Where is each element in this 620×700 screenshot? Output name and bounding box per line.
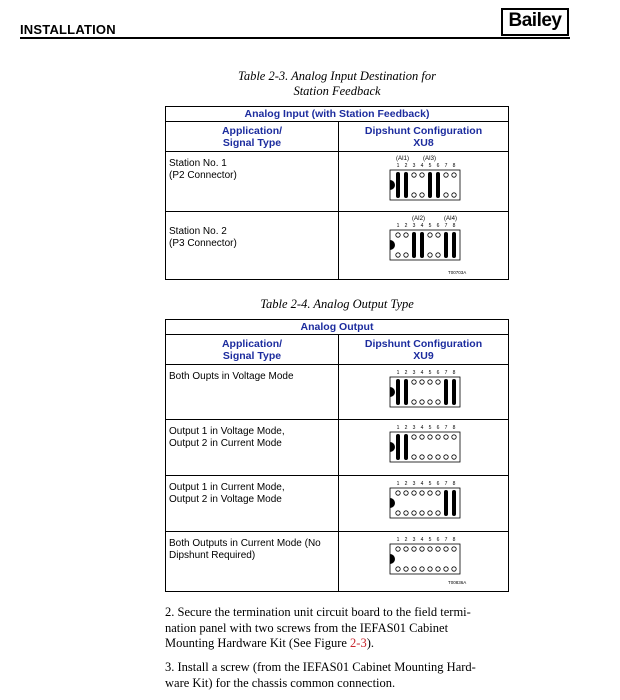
paragraph-line: ware Kit) for the chassis common connection. <box>165 675 396 690</box>
pin-number: 7 <box>444 223 447 229</box>
table-row <box>166 420 509 476</box>
pin-number: 2 <box>404 481 407 487</box>
dipshunt-diagram <box>374 532 474 590</box>
table-row <box>166 212 509 280</box>
header-line: Application/ <box>221 125 283 137</box>
pin-number: 3 <box>412 481 415 487</box>
shunt-bar <box>428 172 432 198</box>
dipshunt-diagram-cell <box>339 532 509 592</box>
pin-number: 6 <box>436 425 439 431</box>
shunt-bar <box>396 172 400 198</box>
paragraph-line: nation panel with two screws from the IEFAS01 Cabinet <box>165 620 449 635</box>
pin-number: 3 <box>412 370 415 376</box>
socket-outline <box>390 377 460 407</box>
header-line: Dipshunt Configuration <box>364 125 483 137</box>
pin-number: 1 <box>396 537 399 543</box>
shunt-bar <box>444 490 448 516</box>
row-line: Output 2 in Voltage Mode <box>169 494 282 505</box>
pin-number: 7 <box>444 537 447 543</box>
paragraph-text: Mounting Hardware Kit (See Figure <box>165 636 351 650</box>
table-title: Analog Input (with Station Feedback) <box>166 107 509 122</box>
dipshunt-diagram-cell <box>339 152 509 212</box>
table-2-4 <box>165 319 509 592</box>
pin-number: 7 <box>444 163 447 169</box>
pin-number: 7 <box>444 370 447 376</box>
pin-number: 4 <box>420 537 423 543</box>
socket-notch <box>390 180 395 190</box>
shunt-bar <box>396 379 400 405</box>
pin-number: 5 <box>428 481 431 487</box>
row-line: Output 1 in Voltage Mode, <box>169 426 285 437</box>
column-header-dipshunt <box>339 122 509 152</box>
shunt-bar <box>412 232 416 258</box>
table-row <box>166 476 509 532</box>
pin-number: 5 <box>428 537 431 543</box>
row-application <box>166 476 339 532</box>
table-2-3 <box>165 106 509 280</box>
pin-number: 8 <box>452 481 455 487</box>
header-line: Signal Type <box>222 137 282 149</box>
pin-number: 6 <box>436 481 439 487</box>
pin-number: 6 <box>436 163 439 169</box>
channel-label: (AI2) <box>411 216 425 222</box>
header-line: Dipshunt Configuration <box>364 338 483 350</box>
bailey-logo: Bailey <box>501 8 569 36</box>
dipshunt-diagram <box>374 420 474 472</box>
channel-label: (AI4) <box>443 216 457 222</box>
shunt-bar <box>436 172 440 198</box>
pin-number: 2 <box>404 223 407 229</box>
dipshunt-diagram <box>374 365 474 417</box>
shunt-bar <box>452 232 456 258</box>
socket-outline <box>390 170 460 200</box>
paragraph-text: ). <box>366 636 374 650</box>
pin-number: 7 <box>444 481 447 487</box>
shunt-bar <box>452 490 456 516</box>
row-line: Both Oupts in Voltage Mode <box>169 371 294 382</box>
header-line: XU8 <box>413 137 434 149</box>
dipshunt-diagram <box>374 152 474 208</box>
pin-number: 1 <box>396 163 399 169</box>
socket-notch <box>390 240 395 250</box>
channel-label: (AI1) <box>395 156 409 162</box>
pin-number: 3 <box>412 163 415 169</box>
table-row <box>166 532 509 592</box>
pin-number: 7 <box>444 425 447 431</box>
row-application <box>166 532 339 592</box>
table-row <box>166 152 509 212</box>
pin-number: 8 <box>452 163 455 169</box>
step-3-paragraph <box>165 660 511 691</box>
table-2-3-caption <box>165 69 509 99</box>
figure-code: T00836A <box>447 580 466 585</box>
row-line: Output 1 in Current Mode, <box>169 482 285 493</box>
socket-notch <box>390 442 395 452</box>
socket-notch <box>390 387 395 397</box>
shunt-bar <box>404 172 408 198</box>
column-header-application <box>166 335 339 365</box>
pin-number: 6 <box>436 370 439 376</box>
shunt-bar <box>404 379 408 405</box>
row-application <box>166 420 339 476</box>
paragraph-line: 3. Install a screw (from the IEFAS01 Cabinet Mounting Hard- <box>165 660 476 674</box>
header-line: Signal Type <box>222 350 282 362</box>
header-line: XU9 <box>413 350 434 362</box>
shunt-bar <box>396 434 400 460</box>
pin-number: 4 <box>420 481 423 487</box>
row-line: Dipshunt Required) <box>169 550 256 561</box>
pin-number: 2 <box>404 163 407 169</box>
caption-line: Station Feedback <box>293 84 381 98</box>
header-rule <box>20 37 570 39</box>
pin-number: 2 <box>404 370 407 376</box>
row-line: Output 2 in Current Mode <box>169 438 282 449</box>
pin-number: 8 <box>452 425 455 431</box>
shunt-bar <box>452 379 456 405</box>
dipshunt-diagram-cell <box>339 420 509 476</box>
header-line: Application/ <box>221 338 283 350</box>
pin-number: 6 <box>436 223 439 229</box>
dipshunt-diagram-cell <box>339 212 509 280</box>
pin-number: 3 <box>412 537 415 543</box>
caption-line: Table 2-3. Analog Input Destination for <box>238 69 436 83</box>
pin-number: 1 <box>396 425 399 431</box>
pin-number: 8 <box>452 370 455 376</box>
step-2-paragraph <box>165 605 511 652</box>
table-2-4-caption: Table 2-4. Analog Output Type <box>260 297 414 311</box>
shunt-bar <box>404 434 408 460</box>
socket-outline <box>390 432 460 462</box>
row-line: Both Outputs in Current Mode (No <box>169 538 321 549</box>
dipshunt-diagram-cell <box>339 365 509 420</box>
pin-number: 8 <box>452 223 455 229</box>
column-header-application <box>166 122 339 152</box>
figure-reference-link[interactable]: 2-3 <box>350 636 367 650</box>
dipshunt-diagram <box>374 476 474 528</box>
dipshunt-diagram <box>374 212 474 278</box>
shunt-bar <box>444 232 448 258</box>
row-line: Station No. 2 <box>169 226 227 237</box>
table-title: Analog Output <box>166 320 509 335</box>
pin-number: 3 <box>412 223 415 229</box>
pin-number: 2 <box>404 425 407 431</box>
pin-number: 6 <box>436 537 439 543</box>
column-header-dipshunt <box>339 335 509 365</box>
figure-code: T00703A <box>447 270 466 275</box>
pin-number: 5 <box>428 370 431 376</box>
shunt-bar <box>420 232 424 258</box>
paragraph-line: 2. Secure the termination unit circuit board to the field termi- <box>165 605 471 619</box>
pin-number: 5 <box>428 425 431 431</box>
pin-number: 8 <box>452 537 455 543</box>
paragraph-line <box>165 636 511 652</box>
pin-number: 4 <box>420 370 423 376</box>
pin-number: 3 <box>412 425 415 431</box>
pin-number: 4 <box>420 223 423 229</box>
row-line: Station No. 1 <box>169 158 227 169</box>
pin-number: 4 <box>420 425 423 431</box>
dipshunt-diagram-cell <box>339 476 509 532</box>
pin-number: 1 <box>396 223 399 229</box>
pin-number: 5 <box>428 163 431 169</box>
row-application <box>166 212 339 280</box>
pin-number: 4 <box>420 163 423 169</box>
row-line: (P3 Connector) <box>169 238 237 249</box>
row-application <box>166 365 339 420</box>
row-application <box>166 152 339 212</box>
socket-notch <box>390 498 395 508</box>
channel-label: (AI3) <box>422 156 436 162</box>
pin-number: 5 <box>428 223 431 229</box>
pin-number: 2 <box>404 537 407 543</box>
shunt-bar <box>444 379 448 405</box>
table-row <box>166 365 509 420</box>
socket-notch <box>390 554 395 564</box>
pin-number: 1 <box>396 481 399 487</box>
page-section-title: INSTALLATION <box>20 22 116 37</box>
pin-number: 1 <box>396 370 399 376</box>
row-line: (P2 Connector) <box>169 170 237 181</box>
